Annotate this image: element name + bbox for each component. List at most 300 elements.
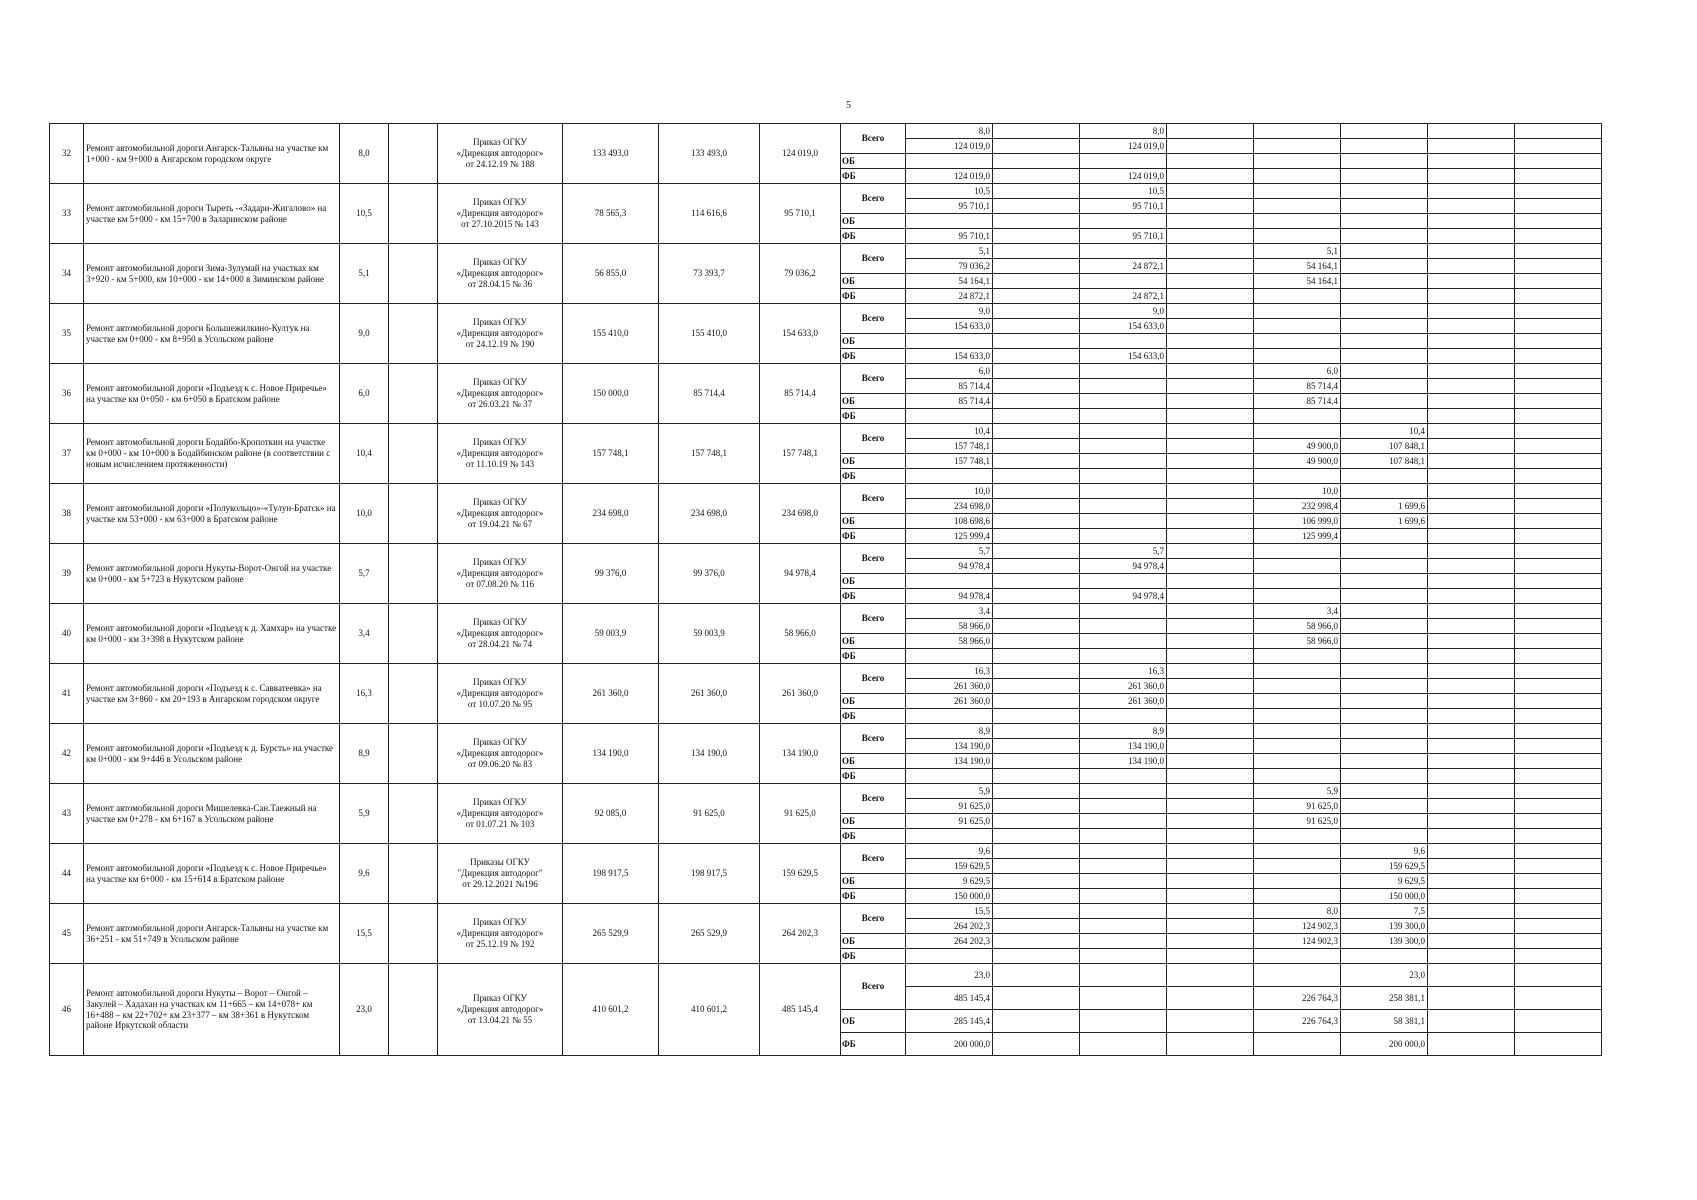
funding-cell bbox=[1167, 484, 1254, 499]
funding-cell bbox=[1428, 694, 1515, 709]
funding-cell: 58 966,0 bbox=[1254, 634, 1341, 649]
funding-cell bbox=[1167, 574, 1254, 589]
funding-cell bbox=[993, 784, 1080, 799]
funding-cell bbox=[1341, 529, 1428, 544]
funding-cell bbox=[993, 139, 1080, 154]
funding-cell bbox=[1080, 514, 1167, 529]
funding-cell bbox=[1254, 214, 1341, 229]
contract-cost: 73 393,7 bbox=[659, 244, 760, 304]
funding-cell bbox=[1254, 184, 1341, 199]
funding-cell bbox=[993, 987, 1080, 1010]
funding-label-total: Всего bbox=[841, 664, 906, 694]
funding-label-ob: ОБ bbox=[841, 154, 906, 169]
funding-cell: 125 999,4 bbox=[906, 529, 993, 544]
table-row bbox=[50, 364, 1602, 379]
funding-label-total: Всего bbox=[841, 244, 906, 274]
funding-cell: 23,0 bbox=[906, 964, 993, 987]
funding-cell bbox=[1167, 169, 1254, 184]
estimated-cost: 134 190,0 bbox=[563, 724, 659, 784]
funding-cell: 24 872,1 bbox=[906, 289, 993, 304]
funding-label-total: Всего bbox=[841, 484, 906, 514]
order-line: «Дирекция автодорог» bbox=[456, 508, 544, 519]
funding-cell bbox=[1341, 664, 1428, 679]
order-line: Приказ ОГКУ bbox=[473, 137, 527, 148]
funding-cell bbox=[993, 169, 1080, 184]
funding-cell bbox=[1341, 364, 1428, 379]
funding-cell bbox=[906, 409, 993, 424]
funding-cell: 264 202,3 bbox=[906, 934, 993, 949]
funding-cell: 9,6 bbox=[1341, 844, 1428, 859]
funding-cell bbox=[1167, 784, 1254, 799]
order-line: «Дирекция автодорог» bbox=[456, 328, 544, 339]
funding-cell bbox=[1167, 964, 1254, 987]
funding-cell: 157 748,1 bbox=[906, 454, 993, 469]
order-document bbox=[438, 784, 563, 844]
funding-cell bbox=[1341, 754, 1428, 769]
funding-cell: 5,9 bbox=[906, 784, 993, 799]
funding-cell bbox=[1167, 199, 1254, 214]
funding-label-ob: ОБ bbox=[841, 454, 906, 469]
funding-cell: 85 714,4 bbox=[1254, 379, 1341, 394]
funding-label-total: Всего bbox=[841, 724, 906, 754]
funding-cell bbox=[1515, 424, 1602, 439]
planned-cost: 79 036,2 bbox=[760, 244, 841, 304]
funding-cell bbox=[993, 334, 1080, 349]
funding-cell bbox=[1341, 379, 1428, 394]
funding-cell: 285 145,4 bbox=[906, 1010, 993, 1033]
funding-cell bbox=[1254, 649, 1341, 664]
order-line: Приказ ОГКУ bbox=[473, 677, 527, 688]
empty-cell bbox=[389, 844, 438, 904]
funding-cell bbox=[993, 499, 1080, 514]
row-number: 39 bbox=[50, 544, 84, 604]
order-document bbox=[438, 124, 563, 184]
funding-cell bbox=[1167, 589, 1254, 604]
funding-cell bbox=[1428, 844, 1515, 859]
funding-cell: 5,1 bbox=[906, 244, 993, 259]
order-line: Приказ ОГКУ bbox=[473, 437, 527, 448]
order-line: от 09.06.20 № 83 bbox=[467, 758, 533, 769]
order-line: «Дирекция автодорог» bbox=[456, 748, 544, 759]
funding-cell: 1 699,6 bbox=[1341, 514, 1428, 529]
funding-cell bbox=[1428, 304, 1515, 319]
funding-cell bbox=[1428, 184, 1515, 199]
funding-cell bbox=[1254, 229, 1341, 244]
funding-cell bbox=[1254, 334, 1341, 349]
road-name: Ремонт автомобильной дороги «Подъезд к с. Новое Приречье» на участке км 0+050 - км 6+050 в Братском районе bbox=[84, 364, 340, 424]
funding-cell: 9,6 bbox=[906, 844, 993, 859]
funding-cell bbox=[1515, 139, 1602, 154]
funding-cell: 54 164,1 bbox=[1254, 274, 1341, 289]
funding-cell bbox=[993, 244, 1080, 259]
contract-cost: 59 003,9 bbox=[659, 604, 760, 664]
funding-cell bbox=[1167, 154, 1254, 169]
funding-cell bbox=[1515, 199, 1602, 214]
funding-cell bbox=[1254, 589, 1341, 604]
funding-cell: 94 978,4 bbox=[906, 589, 993, 604]
funding-cell bbox=[1167, 334, 1254, 349]
funding-cell bbox=[993, 349, 1080, 364]
funding-cell bbox=[1341, 544, 1428, 559]
funding-cell bbox=[1254, 469, 1341, 484]
table-row bbox=[50, 304, 1602, 319]
funding-cell bbox=[1428, 679, 1515, 694]
planned-cost: 159 629,5 bbox=[760, 844, 841, 904]
order-line: Приказ ОГКУ bbox=[473, 797, 527, 808]
empty-cell bbox=[389, 244, 438, 304]
road-name: Ремонт автомобильной дороги Нукуты-Ворот-Онгой на участке км 0+000 - км 5+723 в Нукутском районе bbox=[84, 544, 340, 604]
funding-label-fb: ФБ bbox=[841, 229, 906, 244]
funding-cell bbox=[1080, 784, 1167, 799]
funding-label-total: Всего bbox=[841, 964, 906, 1010]
funding-cell bbox=[1515, 184, 1602, 199]
funding-cell: 54 164,1 bbox=[1254, 259, 1341, 274]
funding-cell bbox=[1428, 259, 1515, 274]
funding-cell: 5,1 bbox=[1254, 244, 1341, 259]
funding-cell bbox=[1167, 244, 1254, 259]
funding-cell bbox=[1167, 799, 1254, 814]
funding-cell: 154 633,0 bbox=[906, 319, 993, 334]
row-number: 44 bbox=[50, 844, 84, 904]
funding-cell bbox=[1515, 394, 1602, 409]
funding-cell bbox=[1341, 304, 1428, 319]
row-number: 42 bbox=[50, 724, 84, 784]
funding-cell bbox=[1428, 484, 1515, 499]
funding-cell bbox=[1515, 439, 1602, 454]
funding-cell bbox=[1515, 859, 1602, 874]
funding-cell bbox=[1080, 484, 1167, 499]
funding-cell bbox=[906, 649, 993, 664]
planned-cost: 124 019,0 bbox=[760, 124, 841, 184]
funding-cell bbox=[1341, 319, 1428, 334]
length-km: 23,0 bbox=[340, 964, 389, 1056]
order-line: Приказ ОГКУ bbox=[473, 993, 527, 1004]
order-line: Приказ ОГКУ bbox=[473, 257, 527, 268]
funding-cell bbox=[1080, 889, 1167, 904]
estimated-cost: 56 855,0 bbox=[563, 244, 659, 304]
funding-label-total: Всего bbox=[841, 784, 906, 814]
funding-cell bbox=[1428, 499, 1515, 514]
funding-cell: 58 966,0 bbox=[906, 634, 993, 649]
funding-label-total: Всего bbox=[841, 304, 906, 334]
funding-cell: 94 978,4 bbox=[1080, 589, 1167, 604]
estimated-cost: 157 748,1 bbox=[563, 424, 659, 484]
funding-label-ob: ОБ bbox=[841, 394, 906, 409]
funding-cell bbox=[1080, 364, 1167, 379]
funding-cell bbox=[1080, 439, 1167, 454]
row-number: 35 bbox=[50, 304, 84, 364]
funding-cell: 91 625,0 bbox=[1254, 814, 1341, 829]
funding-cell: 54 164,1 bbox=[906, 274, 993, 289]
funding-cell bbox=[1515, 544, 1602, 559]
funding-cell bbox=[1515, 364, 1602, 379]
funding-cell: 3,4 bbox=[1254, 604, 1341, 619]
order-line: от 28.04.15 № 36 bbox=[467, 278, 533, 289]
funding-cell bbox=[1167, 439, 1254, 454]
funding-cell bbox=[1428, 814, 1515, 829]
funding-cell bbox=[1341, 769, 1428, 784]
funding-label-fb: ФБ bbox=[841, 289, 906, 304]
funding-cell bbox=[1167, 619, 1254, 634]
funding-cell: 234 698,0 bbox=[906, 499, 993, 514]
funding-cell bbox=[1341, 724, 1428, 739]
estimated-cost: 92 085,0 bbox=[563, 784, 659, 844]
empty-cell bbox=[389, 904, 438, 964]
funding-cell bbox=[1341, 469, 1428, 484]
funding-cell bbox=[1080, 987, 1167, 1010]
length-km: 5,7 bbox=[340, 544, 389, 604]
funding-cell bbox=[993, 439, 1080, 454]
funding-cell bbox=[993, 664, 1080, 679]
funding-cell bbox=[1080, 1033, 1167, 1056]
order-document bbox=[438, 304, 563, 364]
funding-cell bbox=[1515, 304, 1602, 319]
estimated-cost: 59 003,9 bbox=[563, 604, 659, 664]
funding-cell bbox=[906, 154, 993, 169]
estimated-cost: 234 698,0 bbox=[563, 484, 659, 544]
funding-cell bbox=[1080, 844, 1167, 859]
funding-cell bbox=[1428, 544, 1515, 559]
funding-cell: 134 190,0 bbox=[906, 754, 993, 769]
funding-cell bbox=[1254, 859, 1341, 874]
funding-cell: 9 629,5 bbox=[906, 874, 993, 889]
funding-cell bbox=[1515, 949, 1602, 964]
length-km: 9,6 bbox=[340, 844, 389, 904]
funding-cell bbox=[993, 124, 1080, 139]
funding-cell bbox=[1341, 679, 1428, 694]
funding-label-ob: ОБ bbox=[841, 214, 906, 229]
contract-cost: 261 360,0 bbox=[659, 664, 760, 724]
funding-cell bbox=[1428, 334, 1515, 349]
planned-cost: 58 966,0 bbox=[760, 604, 841, 664]
empty-cell bbox=[389, 424, 438, 484]
funding-cell bbox=[1254, 724, 1341, 739]
order-line: от 01.07.21 № 103 bbox=[465, 818, 535, 829]
row-number: 46 bbox=[50, 964, 84, 1056]
funding-cell bbox=[993, 274, 1080, 289]
funding-cell: 125 999,4 bbox=[1254, 529, 1341, 544]
funding-cell bbox=[1254, 424, 1341, 439]
funding-cell bbox=[993, 889, 1080, 904]
order-line: «Дирекция автодорог» bbox=[456, 388, 544, 399]
funding-cell bbox=[1341, 169, 1428, 184]
funding-cell bbox=[1080, 379, 1167, 394]
funding-cell: 8,0 bbox=[1254, 904, 1341, 919]
empty-cell bbox=[389, 304, 438, 364]
funding-cell bbox=[1428, 139, 1515, 154]
table-row bbox=[50, 904, 1602, 919]
funding-cell: 49 900,0 bbox=[1254, 454, 1341, 469]
funding-cell bbox=[1515, 739, 1602, 754]
length-km: 5,1 bbox=[340, 244, 389, 304]
contract-cost: 198 917,5 bbox=[659, 844, 760, 904]
funding-cell bbox=[1515, 274, 1602, 289]
order-line: от 27.10.2015 № 143 bbox=[461, 218, 539, 229]
order-line: от 28.04.21 № 74 bbox=[467, 638, 533, 649]
planned-cost: 154 633,0 bbox=[760, 304, 841, 364]
funding-cell: 232 998,4 bbox=[1254, 499, 1341, 514]
funding-cell bbox=[1167, 679, 1254, 694]
empty-cell bbox=[389, 364, 438, 424]
funding-cell bbox=[1515, 154, 1602, 169]
funding-cell bbox=[906, 214, 993, 229]
funding-cell bbox=[1515, 529, 1602, 544]
funding-cell: 8,9 bbox=[906, 724, 993, 739]
order-line: Приказ ОГКУ bbox=[473, 197, 527, 208]
row-number: 45 bbox=[50, 904, 84, 964]
funding-cell bbox=[1515, 1033, 1602, 1056]
funding-cell: 94 978,4 bbox=[906, 559, 993, 574]
funding-cell bbox=[1254, 964, 1341, 987]
length-km: 15,5 bbox=[340, 904, 389, 964]
funding-cell bbox=[1167, 1010, 1254, 1033]
row-number: 34 bbox=[50, 244, 84, 304]
empty-cell bbox=[389, 664, 438, 724]
funding-cell bbox=[1080, 769, 1167, 784]
funding-cell bbox=[1254, 679, 1341, 694]
funding-cell bbox=[1167, 739, 1254, 754]
funding-cell bbox=[1428, 889, 1515, 904]
length-km: 10,5 bbox=[340, 184, 389, 244]
funding-cell: 9,0 bbox=[906, 304, 993, 319]
funding-label-fb: ФБ bbox=[841, 469, 906, 484]
funding-cell: 7,5 bbox=[1341, 904, 1428, 919]
funding-cell bbox=[1167, 124, 1254, 139]
funding-cell bbox=[1341, 394, 1428, 409]
funding-cell bbox=[1080, 274, 1167, 289]
funding-cell bbox=[993, 544, 1080, 559]
funding-cell bbox=[1428, 1033, 1515, 1056]
funding-cell bbox=[1167, 454, 1254, 469]
funding-cell bbox=[1428, 514, 1515, 529]
funding-cell bbox=[1515, 934, 1602, 949]
funding-cell bbox=[993, 649, 1080, 664]
order-line: Приказ ОГКУ bbox=[473, 737, 527, 748]
funding-cell bbox=[1428, 874, 1515, 889]
funding-cell bbox=[1428, 274, 1515, 289]
funding-cell bbox=[1254, 544, 1341, 559]
order-document bbox=[438, 364, 563, 424]
funding-cell bbox=[1515, 709, 1602, 724]
funding-cell bbox=[1515, 319, 1602, 334]
table-row bbox=[50, 664, 1602, 679]
funding-cell bbox=[1515, 604, 1602, 619]
funding-cell bbox=[1428, 559, 1515, 574]
length-km: 10,0 bbox=[340, 484, 389, 544]
empty-cell bbox=[389, 124, 438, 184]
order-line: Приказ ОГКУ bbox=[473, 917, 527, 928]
row-number: 41 bbox=[50, 664, 84, 724]
funding-cell bbox=[1167, 559, 1254, 574]
funding-cell: 200 000,0 bbox=[906, 1033, 993, 1056]
order-document bbox=[438, 844, 563, 904]
funding-cell bbox=[1341, 634, 1428, 649]
funding-cell bbox=[1080, 649, 1167, 664]
funding-cell: 485 145,4 bbox=[906, 987, 993, 1010]
order-line: «Дирекция автодорог» bbox=[456, 628, 544, 639]
estimated-cost: 155 410,0 bbox=[563, 304, 659, 364]
length-km: 8,9 bbox=[340, 724, 389, 784]
planned-cost: 234 698,0 bbox=[760, 484, 841, 544]
funding-cell bbox=[1080, 529, 1167, 544]
funding-cell bbox=[1080, 874, 1167, 889]
funding-cell bbox=[1428, 439, 1515, 454]
funding-cell bbox=[1515, 514, 1602, 529]
funding-cell: 8,0 bbox=[906, 124, 993, 139]
funding-cell bbox=[1428, 949, 1515, 964]
funding-cell bbox=[1254, 874, 1341, 889]
funding-cell bbox=[1515, 499, 1602, 514]
table-body bbox=[50, 124, 1602, 1056]
funding-cell: 58 966,0 bbox=[906, 619, 993, 634]
funding-cell bbox=[1428, 724, 1515, 739]
funding-cell bbox=[1428, 604, 1515, 619]
order-line: "Дирекция автодорог" bbox=[457, 868, 543, 879]
funding-cell bbox=[1080, 949, 1167, 964]
length-km: 6,0 bbox=[340, 364, 389, 424]
table-row bbox=[50, 724, 1602, 739]
road-name: Ремонт автомобильной дороги «Подъезд к д. Хамхар» на участке км 0+000 - км 3+398 в Нукутском районе bbox=[84, 604, 340, 664]
funding-cell bbox=[993, 1033, 1080, 1056]
funding-cell bbox=[1515, 574, 1602, 589]
road-name: Ремонт автомобильной дороги Мишелевка-Сан.Таежный на участке км 0+278 - км 6+167 в Усольском районе bbox=[84, 784, 340, 844]
funding-cell bbox=[1167, 814, 1254, 829]
funding-cell bbox=[1515, 259, 1602, 274]
funding-cell bbox=[1341, 484, 1428, 499]
funding-cell bbox=[993, 154, 1080, 169]
funding-cell: 91 625,0 bbox=[1254, 799, 1341, 814]
funding-cell: 124 019,0 bbox=[1080, 139, 1167, 154]
funding-cell bbox=[1254, 709, 1341, 724]
funding-cell bbox=[993, 184, 1080, 199]
funding-cell bbox=[993, 469, 1080, 484]
funding-cell: 95 710,1 bbox=[906, 229, 993, 244]
funding-cell bbox=[993, 874, 1080, 889]
order-document bbox=[438, 664, 563, 724]
road-name: Ремонт автомобильной дороги Тыреть -«Задари-Жигалово» на участке км 5+000 - км 15+700 в Заларинском районе bbox=[84, 184, 340, 244]
road-name: Ремонт автомобильной дороги Зима-Зулумай на участках км 3+920 - км 5+000, км 10+000 - км 14+000 в Зиминском районе bbox=[84, 244, 340, 304]
funding-cell: 264 202,3 bbox=[906, 919, 993, 934]
funding-cell bbox=[1515, 334, 1602, 349]
funding-cell bbox=[1080, 154, 1167, 169]
funding-cell bbox=[1341, 244, 1428, 259]
funding-cell bbox=[1341, 334, 1428, 349]
funding-cell: 134 190,0 bbox=[1080, 754, 1167, 769]
funding-cell: 150 000,0 bbox=[906, 889, 993, 904]
length-km: 5,9 bbox=[340, 784, 389, 844]
funding-cell bbox=[1254, 409, 1341, 424]
contract-cost: 265 529,9 bbox=[659, 904, 760, 964]
funding-cell: 5,9 bbox=[1254, 784, 1341, 799]
order-line: Приказы ОГКУ bbox=[470, 857, 530, 868]
funding-label-fb: ФБ bbox=[841, 829, 906, 844]
funding-cell bbox=[1428, 169, 1515, 184]
funding-label-total: Всего bbox=[841, 904, 906, 934]
funding-cell bbox=[1428, 634, 1515, 649]
funding-cell bbox=[1341, 949, 1428, 964]
funding-label-fb: ФБ bbox=[841, 349, 906, 364]
funding-cell bbox=[1341, 289, 1428, 304]
funding-cell bbox=[993, 964, 1080, 987]
funding-cell bbox=[1254, 739, 1341, 754]
planned-cost: 485 145,4 bbox=[760, 964, 841, 1056]
funding-cell bbox=[1080, 859, 1167, 874]
table-row bbox=[50, 964, 1602, 987]
funding-cell bbox=[1515, 844, 1602, 859]
funding-cell bbox=[1080, 454, 1167, 469]
funding-cell bbox=[1428, 454, 1515, 469]
funding-cell bbox=[1080, 394, 1167, 409]
